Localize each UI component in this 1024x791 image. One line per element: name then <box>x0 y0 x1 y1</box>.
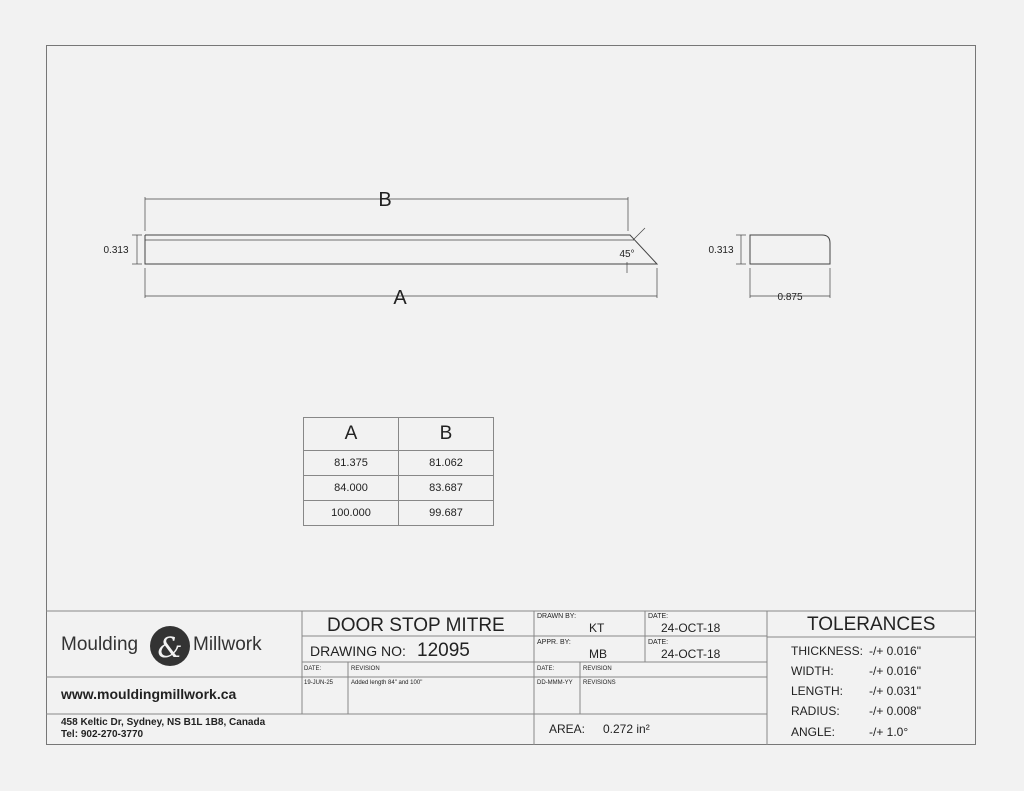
appr-by: MB <box>589 647 607 661</box>
appr-date: 24-OCT-18 <box>661 647 721 661</box>
table-row <box>304 451 494 476</box>
dim-end-width: 0.875 <box>777 292 803 303</box>
tol-radius-value: -/+ 0.008" <box>869 704 921 718</box>
table-cell: 100.000 <box>304 501 399 526</box>
table-cell: 83.687 <box>399 476 494 501</box>
rev1-date: 19-JUN-25 <box>304 680 334 686</box>
tol-thickness-value: -/+ 0.016" <box>869 644 921 658</box>
drawn-date: 24-OCT-18 <box>661 621 721 635</box>
area-label: AREA: <box>549 722 586 736</box>
drawing-no: 12095 <box>417 640 470 661</box>
table-header-b: B <box>399 418 494 451</box>
rev2-date: DD-MMM-YY <box>537 680 573 686</box>
tol-width-value: -/+ 0.016" <box>869 664 921 678</box>
drawing-no-label: DRAWING NO: <box>310 643 406 659</box>
dim-a-label: A <box>393 287 407 309</box>
angle-mark-top <box>633 228 645 240</box>
logo-text-right: Millwork <box>193 634 262 655</box>
table-header-a: A <box>304 418 399 451</box>
tol-thickness-label: THICKNESS: <box>791 644 864 658</box>
dim-b-label: B <box>378 189 392 211</box>
rev2-header: REVISION <box>583 666 612 672</box>
table-row <box>304 501 494 526</box>
dim-angle: 45° <box>619 249 635 260</box>
tol-radius-label: RADIUS: <box>791 704 840 718</box>
drawing-title: DOOR STOP MITRE <box>327 615 505 636</box>
appr-date-label: DATE: <box>648 639 669 646</box>
side-view-profile <box>145 235 657 264</box>
logo-ampersand-icon <box>150 626 190 666</box>
tol-angle-label: ANGLE: <box>791 725 836 739</box>
rev1-text: Added length 84" and 100" <box>351 680 423 686</box>
rev-header: REVISION <box>351 666 380 672</box>
table-cell: 84.000 <box>304 476 399 501</box>
dim-end-thickness: 0.313 <box>708 245 734 256</box>
end-view-profile <box>750 235 830 264</box>
phone: Tel: 902-270-3770 <box>61 729 144 740</box>
drawn-by-label: DRAWN BY: <box>537 613 577 620</box>
drawn-by: KT <box>589 621 605 635</box>
tolerances-title: TOLERANCES <box>807 614 936 635</box>
address: 458 Keltic Dr, Sydney, NS B1L 1B8, Canada <box>61 717 266 728</box>
dim-side-thickness: 0.313 <box>103 245 129 256</box>
table-row <box>304 476 494 501</box>
table-cell: 99.687 <box>399 501 494 526</box>
website-link[interactable]: www.mouldingmillwork.ca <box>61 686 237 702</box>
drawn-date-label: DATE: <box>648 613 669 620</box>
tol-width-label: WIDTH: <box>791 664 834 678</box>
table-cell: 81.375 <box>304 451 399 476</box>
tol-length-label: LENGTH: <box>791 684 844 698</box>
area-value: 0.272 in² <box>603 722 650 736</box>
table-cell: 81.062 <box>399 451 494 476</box>
rev-date-header: DATE: <box>304 666 322 672</box>
tol-angle-value: -/+ 1.0° <box>869 725 909 739</box>
logo-text-left: Moulding <box>61 634 139 655</box>
svg-text:&: & <box>157 631 183 664</box>
length-table <box>303 417 494 526</box>
tol-length-value: -/+ 0.031" <box>869 684 921 698</box>
rev2-date-header: DATE: <box>537 666 555 672</box>
rev2-text: REVISIONS <box>583 680 616 686</box>
appr-by-label: APPR. BY: <box>537 639 571 646</box>
